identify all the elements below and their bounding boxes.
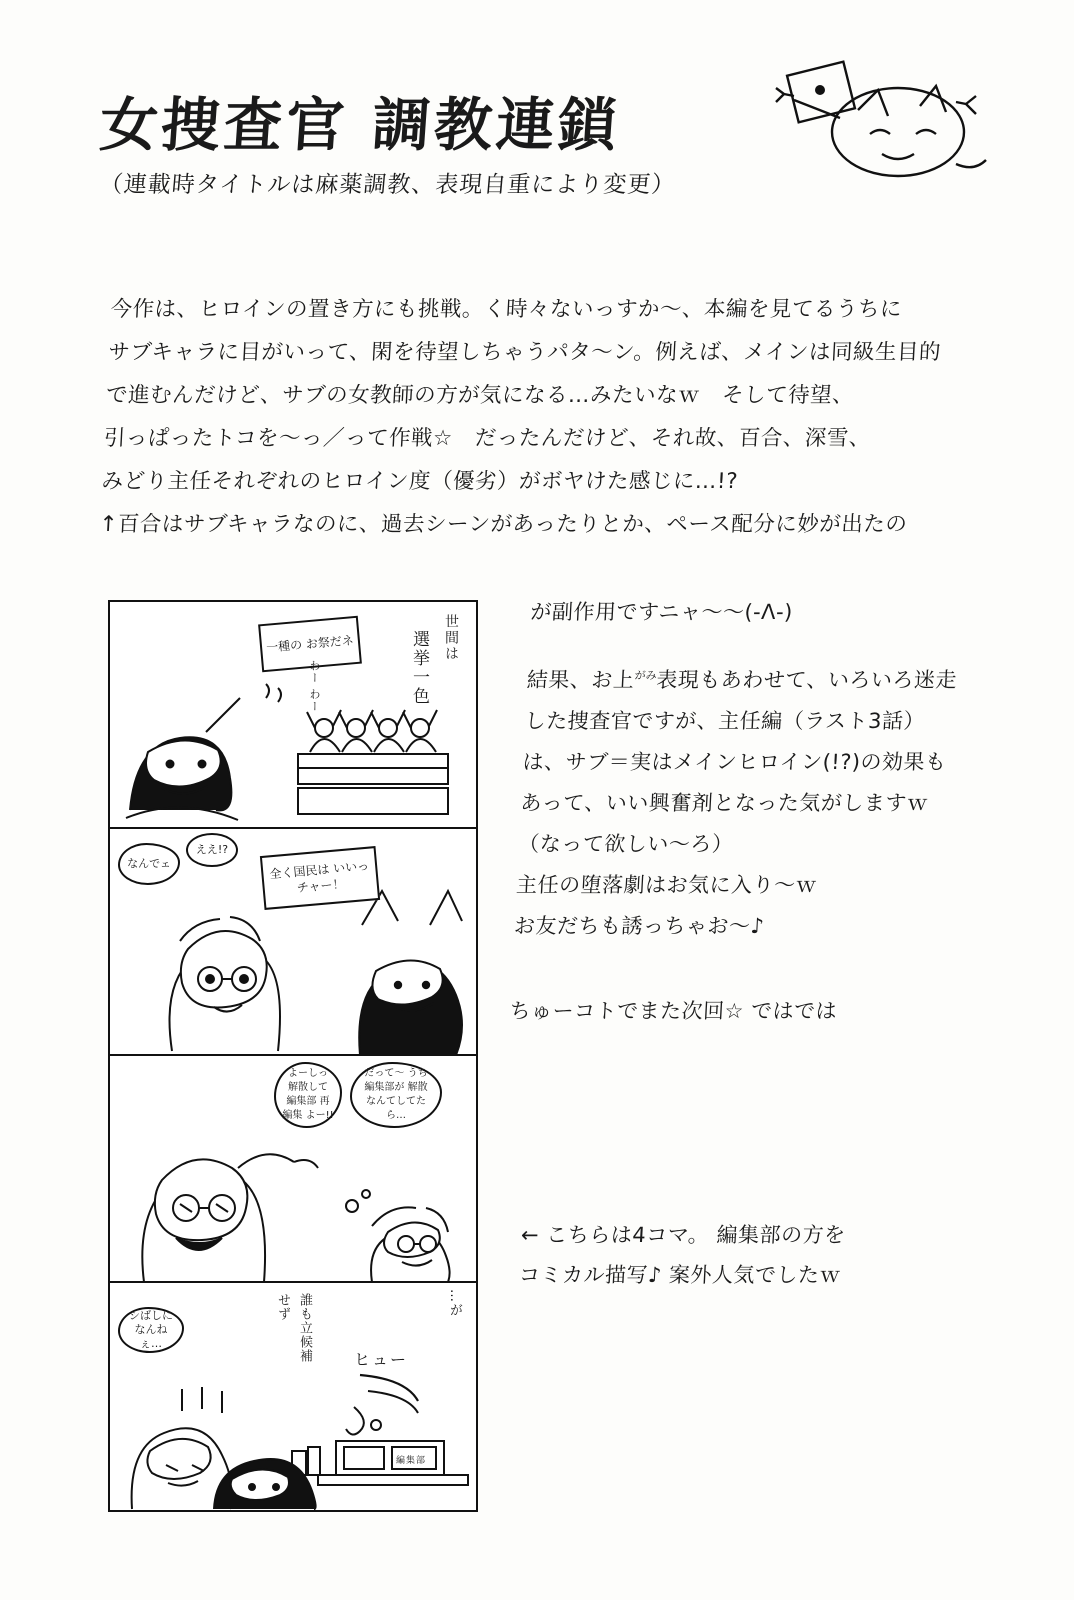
mascot-doodle bbox=[770, 60, 1010, 200]
page-title: 女捜査官 調教連鎖 bbox=[97, 91, 623, 159]
panel4-label-henshubu: 編集部 bbox=[396, 1456, 427, 1466]
panel4-bubble-shibashi: シばしに なんねぇ… bbox=[118, 1307, 184, 1353]
intro-line-2: サブキャラに目がいって、閑を待望しちゃうパタ～ン。例えば、メインは同級生目的 bbox=[107, 340, 942, 365]
panel1-sign-omatsuri: 一種の お祭だネ bbox=[258, 616, 362, 673]
comic-panel-2 bbox=[110, 829, 476, 1056]
right-line-3: は、サブ＝実はメインヒロイン(!?)の効果も bbox=[521, 750, 948, 774]
right-line-2: した捜査官ですが、主任編（ラスト3話） bbox=[524, 709, 926, 733]
comic-strip bbox=[108, 600, 478, 1512]
right-line-top-1: が副作用ですニャ～～(-Λ-) bbox=[529, 600, 794, 624]
panel1-vtext-seken: 世間は bbox=[443, 614, 459, 662]
intro-line-3: で進むんだけど、サブの女教師の方が気になる…みたいなｗ そして待望、 bbox=[105, 383, 855, 408]
right-line-6: 主任の堕落劇はお気に入り～ｗ bbox=[515, 873, 818, 897]
ruby-kami: がみ bbox=[634, 669, 657, 682]
right-line-5: （なって欲しい～ろ） bbox=[517, 832, 734, 856]
right-spacer-1 bbox=[528, 633, 1029, 655]
intro-line-4: 引っぱったトコを～っ／って作戦☆ だったんだけど、それ故、百合、深雪、 bbox=[103, 426, 872, 451]
intro-line-1: 今作は、ヒロインの置き方にも挑戦。く時々ないっすか～、本編を見てるうちに bbox=[109, 297, 903, 322]
panel3-bubble-kaisan: よーしっ 解散して 編集部 再編集 よー!! bbox=[274, 1062, 342, 1128]
title-block bbox=[97, 91, 780, 199]
comic-panel-4 bbox=[110, 1283, 476, 1510]
panel3-bubble-datte: だって～ うち 編集部が 解散 なんてしてたら… bbox=[350, 1062, 442, 1128]
right-line-end: ちゅーコトでまた次回☆ ではでは bbox=[508, 999, 838, 1023]
right-line-1 bbox=[526, 655, 1028, 701]
right-spacer-2 bbox=[512, 947, 1013, 969]
page-subtitle: （連載時タイトルは麻薬調教、表現自重により変更） bbox=[98, 171, 677, 198]
right-column-text bbox=[508, 592, 1031, 1032]
panel2-bubble-nandee: なんでェ bbox=[118, 843, 180, 885]
footnote-line-1: ← こちらは4コマ。 編集部の方を bbox=[520, 1223, 847, 1247]
intro-line-5: みどり主任それぞれのヒロイン度（優劣）がボヤけた感じに…!? bbox=[100, 469, 739, 494]
panel4-vtext-ga: …が bbox=[447, 1289, 462, 1317]
panel4-vtext-sezu: せず bbox=[275, 1293, 290, 1321]
panel2-bubble-ee: ええ!? bbox=[186, 833, 238, 867]
panel4-sfx-hyuu: ヒュー bbox=[354, 1350, 409, 1369]
panel2-sign-kokumin: 全く国民は いいっチャー！ bbox=[260, 846, 380, 910]
right-line-7: お友だちも誘っちゃお～♪ bbox=[513, 914, 766, 938]
panel1-bubble-crowd: わー わー bbox=[308, 660, 321, 713]
right-line-1-pre: 結果、お上 bbox=[526, 668, 636, 692]
comic-panel-1 bbox=[110, 602, 476, 829]
panel4-vtext-dare: 誰も立候補 bbox=[297, 1293, 312, 1363]
right-line-4: あって、いい興奮剤となった気がしますｗ bbox=[519, 791, 929, 815]
intro-paragraph bbox=[98, 288, 992, 546]
right-spacer-3 bbox=[511, 969, 1012, 991]
footnote-block bbox=[518, 1215, 1022, 1295]
intro-line-6: ↑百合はサブキャラなのに、過去シーンがあったりとか、ペース配分に妙が出たの bbox=[98, 512, 908, 537]
footnote-line-2: コミカル描写♪ 案外人気でしたｗ bbox=[518, 1263, 842, 1287]
panel1-vtext-senkyo: 選挙一色 bbox=[409, 630, 429, 706]
right-line-1-post: 表現もあわせて、いろいろ迷走 bbox=[655, 668, 958, 692]
comic-panel-3 bbox=[110, 1056, 476, 1283]
